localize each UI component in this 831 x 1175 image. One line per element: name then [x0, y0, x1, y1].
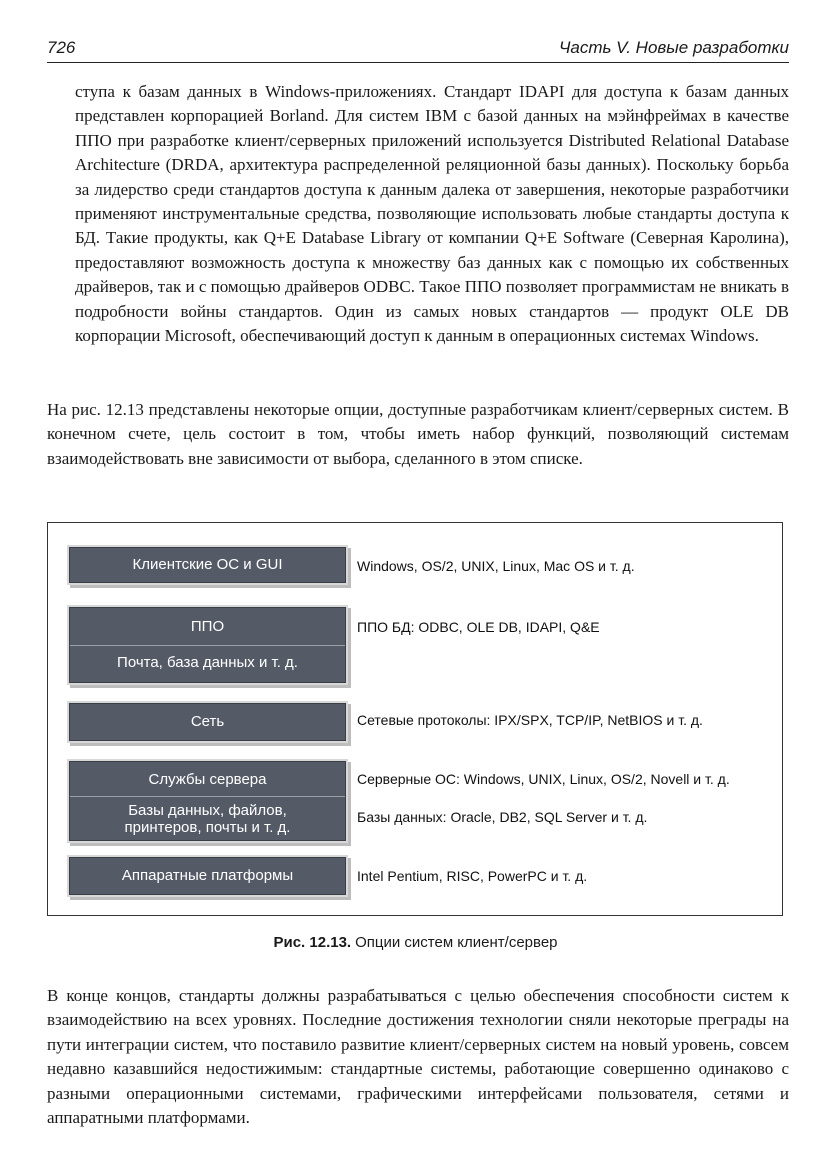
block-middleware-separator — [70, 645, 345, 646]
block-db-files-label: Базы данных, файлов, — [128, 802, 287, 819]
desc-databases: Базы данных: Oracle, DB2, SQL Server и т. д. — [357, 809, 648, 825]
block-mail-db-label: Почта, база данных и т. д. — [117, 654, 298, 671]
block-db-files-label-2: принтеров, почты и т. д. — [124, 819, 291, 836]
running-title: Часть V. Новые разработки — [558, 38, 789, 57]
desc-middleware: ППО БД: ODBC, OLE DB, IDAPI, Q&E — [357, 619, 600, 635]
figure-client-server-options — [47, 522, 783, 916]
figure-caption — [0, 934, 831, 951]
page-header — [47, 36, 789, 63]
block-network — [69, 703, 346, 741]
block-client-os — [69, 547, 346, 583]
block-hardware — [69, 857, 346, 895]
page-number: 726 — [47, 38, 76, 57]
paragraph-3: В конце концов, стандарты должны разрабатываться с целью обеспечения способности систем к взаимодействию на всех уровнях. Последние достижения технологии сняли некоторые преграды на пути интеграции систем, что поставило развитие клиент/серверных систем на новый уровень, совсем недавно казавшийся недостижимым: стандартные системы, работающие совершенно одинаково с разными операционными системами, графическими интерфейсами пользователя, сетями и аппаратными платформами. — [47, 986, 789, 1128]
block-middleware-label: ППО — [190, 618, 225, 635]
desc-server-os: Серверные ОС: Windows, UNIX, Linux, OS/2, Novell и т. д. — [357, 771, 730, 787]
desc-network: Сетевые протоколы: IPX/SPX, TCP/IP, NetBIOS и т. д. — [357, 712, 703, 728]
block-network-label: Сеть — [190, 713, 225, 730]
block-hardware-label: Аппаратные платформы — [121, 867, 294, 884]
block-server-separator — [70, 796, 345, 797]
block-server-services-label: Службы сервера — [148, 771, 267, 788]
desc-client-os: Windows, OS/2, UNIX, Linux, Mac OS и т. д. — [357, 558, 635, 574]
figure-caption-text: Опции систем клиент/сервер — [355, 934, 558, 951]
figure-caption-label: Рис. 12.13. — [273, 934, 352, 951]
paragraph-2: На рис. 12.13 представлены некоторые опции, доступные разработчикам клиент/серверных систем. В конечном счете, цель состоит в том, чтобы иметь набор функций, позволяющий системам взаимодействовать вне зависимости от выбора, сделанного в этом списке. — [47, 400, 789, 468]
block-server-services — [69, 761, 346, 841]
block-middleware — [69, 607, 346, 683]
block-client-os-label: Клиентские ОС и GUI — [132, 556, 283, 573]
desc-hardware: Intel Pentium, RISC, PowerPC и т. д. — [357, 868, 588, 884]
paragraph-1: ступа к базам данных в Windows-приложениях. Стандарт IDAPI для доступа к базам данных представлен корпорацией Borland. Для систем IBM с базой данных на мэйнфреймах в качестве ППО при разработке клиент/серверных приложений используется Distributed Relational Database Architecture (DRDA, архитектура распределенной реляционной базы данных). Поскольку борьба за лидерство среди стандартов доступа к данным далека от завершения, некоторые разработчики применяют инструментальные средства, позволяющие использовать любые стандарты доступа к БД. Такие продукты, как Q+E Database Library от компании Q+E Software (Северная Каролина), предоставляют возможность доступа к множеству баз данных как с помощью их собственных драйверов, так и с помощью драйверов ODBC. Такое ППО позволяет программистам не вникать в подробности войны стандартов. Один из самых новых стандартов — продукт OLE DB корпорации Microsoft, обеспечивающий доступ к данным в операционных системах Windows. — [75, 82, 789, 346]
